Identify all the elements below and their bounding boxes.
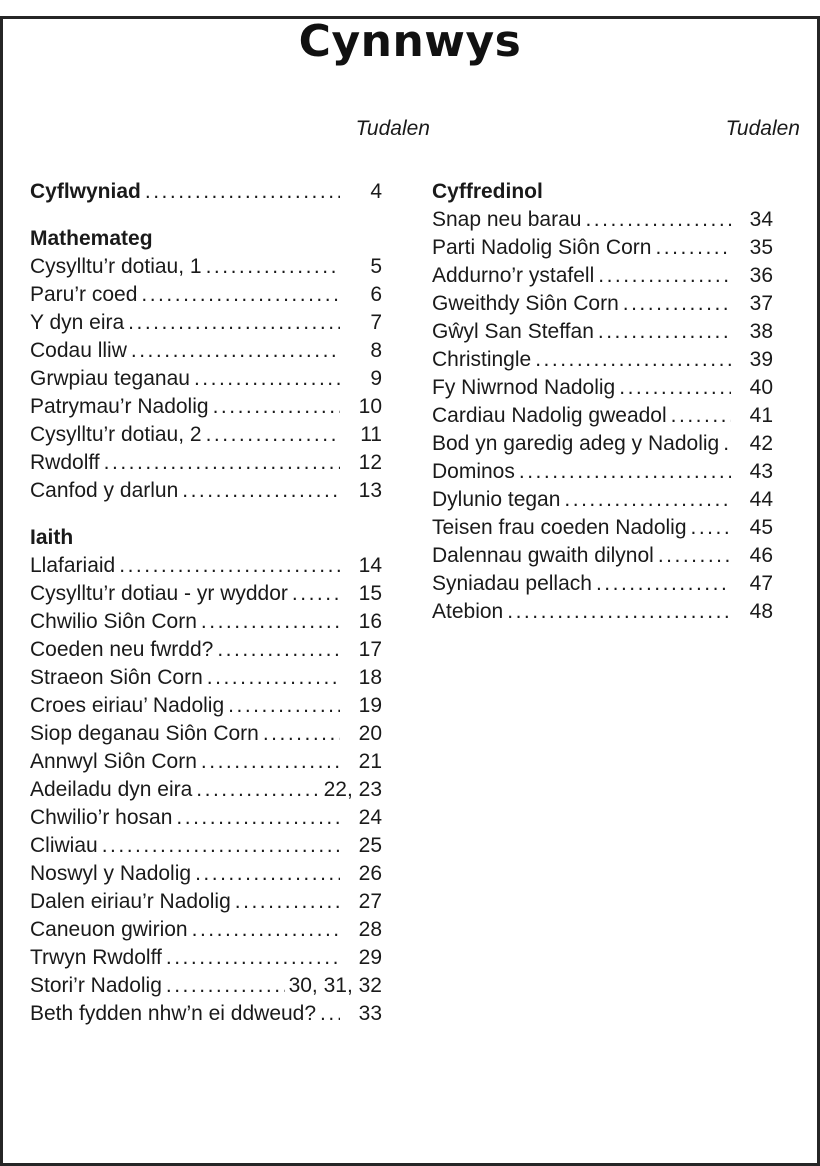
toc-entry-page: 30, 31, 32	[288, 973, 382, 997]
toc-entry-label: Rwdolff	[30, 450, 100, 474]
toc-entry	[432, 346, 773, 374]
toc-entry	[30, 720, 382, 748]
toc-entry-label: Siop deganau Siôn Corn	[30, 721, 259, 745]
toc-entry	[30, 860, 382, 888]
toc-entry-label: Fy Niwrnod Nadolig	[432, 375, 616, 399]
toc-entry-page: 13	[358, 478, 382, 502]
toc-entry-label: Dalennau gwaith dilynol	[432, 543, 654, 567]
toc-entry-label: Canfod y darlun	[30, 478, 179, 502]
dot-leader	[206, 253, 340, 281]
toc-entry	[30, 692, 382, 720]
toc-entry-label: Parti Nadolig Siôn Corn	[432, 235, 652, 259]
toc-entry	[30, 393, 382, 421]
toc-column-right	[432, 115, 800, 1028]
toc-entry-page: 22, 23	[323, 777, 382, 801]
dot-leader	[671, 402, 731, 430]
toc-entry	[30, 337, 382, 365]
toc-entry	[30, 477, 382, 505]
toc-entry	[30, 972, 382, 1000]
toc-entry	[30, 309, 382, 337]
toc-section-cyffredinol	[432, 178, 773, 626]
toc-column-left	[30, 115, 430, 1028]
toc-entry-page: 15	[358, 581, 382, 605]
toc-entry-label: Dalen eiriau’r Nadolig	[30, 889, 231, 913]
dot-leader	[723, 430, 731, 458]
toc-entry-page: 26	[358, 861, 382, 885]
toc-entry-label: Gŵyl San Steffan	[432, 319, 594, 343]
section-heading: Cyffredinol	[432, 179, 543, 203]
toc-entry	[30, 608, 382, 636]
toc-entry-page: 14	[358, 553, 382, 577]
toc-entry-label: Coeden neu fwrdd?	[30, 637, 214, 661]
column-header-tudalen-left: Tudalen	[355, 116, 430, 140]
toc-entry-label: Cyflwyniad	[30, 179, 141, 203]
toc-entry-label: Patrymau’r Nadolig	[30, 394, 209, 418]
dot-leader	[196, 776, 319, 804]
toc-entry	[432, 570, 773, 598]
toc-entry	[432, 290, 773, 318]
dot-leader	[598, 262, 731, 290]
dot-leader	[201, 748, 340, 776]
toc-entry-page: 45	[749, 515, 773, 539]
toc-entry	[30, 552, 382, 580]
toc-rows-right	[432, 178, 800, 626]
toc-section-intro	[30, 178, 382, 206]
dot-leader	[166, 972, 285, 1000]
toc-entry	[30, 449, 382, 477]
toc-entry-page: 17	[358, 637, 382, 661]
toc-entry-label: Croes eiriau’ Nadolig	[30, 693, 225, 717]
toc-entry	[432, 542, 773, 570]
section-heading: Iaith	[30, 525, 74, 549]
toc-entry	[30, 178, 382, 206]
toc-entry	[432, 486, 773, 514]
toc-entry-page: 25	[358, 833, 382, 857]
toc-rows-left	[30, 178, 430, 1028]
toc-entry-label: Y dyn eira	[30, 310, 125, 334]
dot-leader	[564, 486, 731, 514]
toc-entry	[30, 944, 382, 972]
dot-leader	[145, 178, 340, 206]
toc-entry	[30, 281, 382, 309]
dot-leader	[102, 832, 340, 860]
toc-entry	[30, 664, 382, 692]
toc-entry-page: 20	[358, 721, 382, 745]
toc-entry-page: 40	[749, 375, 773, 399]
toc-entry-page: 5	[370, 254, 382, 278]
dot-leader	[598, 318, 731, 346]
toc-entry-page: 8	[370, 338, 382, 362]
toc-entry-page: 36	[749, 263, 773, 287]
toc-entry-label: Atebion	[432, 599, 504, 623]
toc-entry-label: Bod yn garedig adeg y Nadolig	[432, 431, 720, 455]
dot-leader	[535, 346, 731, 374]
toc-entry	[30, 580, 382, 608]
toc-entry-label: Caneuon gwirion	[30, 917, 188, 941]
dot-leader	[585, 206, 731, 234]
toc-entry-page: 6	[370, 282, 382, 306]
toc-entry	[30, 1000, 382, 1028]
toc-entry	[30, 776, 382, 804]
toc-entry-page: 9	[370, 366, 382, 390]
toc-columns	[0, 115, 820, 1028]
toc-entry-page: 24	[358, 805, 382, 829]
toc-entry-label: Cysylltu’r dotiau - yr wyddor	[30, 581, 288, 605]
toc-entry-page: 12	[358, 450, 382, 474]
page-title: Cynnwys	[298, 16, 522, 67]
toc-entry-label: Dylunio tegan	[432, 487, 561, 511]
toc-entry-label: Teisen frau coeden Nadolig	[432, 515, 687, 539]
dot-leader	[519, 458, 731, 486]
dot-leader	[119, 552, 340, 580]
dot-leader	[228, 692, 340, 720]
toc-section-iaith	[30, 524, 382, 1028]
dot-leader	[182, 477, 340, 505]
dot-leader	[691, 514, 731, 542]
dot-leader	[619, 374, 731, 402]
toc-entry-page: 39	[749, 347, 773, 371]
toc-entry-label: Straeon Siôn Corn	[30, 665, 203, 689]
toc-entry-label: Addurno’r ystafell	[432, 263, 595, 287]
toc-entry-page: 18	[358, 665, 382, 689]
toc-entry-page: 43	[749, 459, 773, 483]
toc-entry-page: 29	[358, 945, 382, 969]
toc-entry-label: Cardiau Nadolig gweadol	[432, 403, 667, 427]
toc-section-mathemateg	[30, 225, 382, 505]
toc-entry	[30, 365, 382, 393]
dot-leader	[655, 234, 731, 262]
toc-entry-label: Beth fydden nhw’n ei ddweud?	[30, 1001, 317, 1025]
dot-leader	[166, 944, 340, 972]
dot-leader	[128, 309, 340, 337]
toc-entry-page: 42	[749, 431, 773, 455]
toc-entry-page: 34	[749, 207, 773, 231]
dot-leader	[206, 421, 340, 449]
toc-entry	[30, 636, 382, 664]
toc-entry-label: Cliwiau	[30, 833, 98, 857]
toc-entry-label: Chwilio’r hosan	[30, 805, 173, 829]
dot-leader	[263, 720, 340, 748]
toc-entry	[432, 318, 773, 346]
toc-entry-page: 27	[358, 889, 382, 913]
toc-entry-label: Llafariaid	[30, 553, 116, 577]
toc-entry-page: 16	[358, 609, 382, 633]
toc-entry	[432, 598, 773, 626]
dot-leader	[194, 365, 340, 393]
dot-leader	[176, 804, 340, 832]
toc-entry-label: Noswyl y Nadolig	[30, 861, 192, 885]
dot-leader	[235, 888, 340, 916]
dot-leader	[192, 916, 340, 944]
toc-entry	[432, 514, 773, 542]
dot-leader	[131, 337, 340, 365]
toc-entry-label: Cysylltu’r dotiau, 1	[30, 254, 202, 278]
toc-entry-page: 47	[749, 571, 773, 595]
dot-leader	[217, 636, 340, 664]
toc-entry-page: 4	[370, 179, 382, 203]
toc-entry-label: Syniadau pellach	[432, 571, 592, 595]
toc-entry-page: 44	[749, 487, 773, 511]
toc-entry	[432, 374, 773, 402]
toc-entry-label: Dominos	[432, 459, 515, 483]
dot-leader	[195, 860, 340, 888]
dot-leader	[104, 449, 340, 477]
toc-entry	[432, 262, 773, 290]
toc-entry	[30, 804, 382, 832]
toc-entry-page: 21	[358, 749, 382, 773]
toc-entry	[432, 206, 773, 234]
toc-entry-label: Codau lliw	[30, 338, 127, 362]
toc-entry-label: Grwpiau teganau	[30, 366, 190, 390]
toc-entry-label: Cysylltu’r dotiau, 2	[30, 422, 202, 446]
toc-entry	[432, 430, 773, 458]
toc-entry	[432, 234, 773, 262]
toc-entry-page: 46	[749, 543, 773, 567]
toc-entry-page: 28	[358, 917, 382, 941]
dot-leader	[292, 580, 340, 608]
toc-entry-label: Christingle	[432, 347, 532, 371]
toc-entry-page: 19	[358, 693, 382, 717]
toc-entry-page: 11	[360, 422, 382, 446]
toc-entry-label: Trwyn Rwdolff	[30, 945, 162, 969]
toc-entry	[30, 748, 382, 776]
toc-entry-label: Stori’r Nadolig	[30, 973, 162, 997]
toc-entry-page: 10	[358, 394, 382, 418]
dot-leader	[320, 1000, 340, 1028]
toc-entry	[30, 888, 382, 916]
toc-entry	[30, 253, 382, 281]
dot-leader	[201, 608, 340, 636]
toc-entry-label: Adeiladu dyn eira	[30, 777, 193, 801]
dot-leader	[658, 542, 731, 570]
dot-leader	[507, 598, 731, 626]
toc-entry-page: 33	[358, 1001, 382, 1025]
toc-entry-page: 41	[749, 403, 773, 427]
column-header-tudalen-right: Tudalen	[725, 116, 800, 140]
toc-entry-page: 35	[749, 235, 773, 259]
dot-leader	[623, 290, 731, 318]
toc-entry-label: Paru’r coed	[30, 282, 138, 306]
toc-entry-label: Chwilio Siôn Corn	[30, 609, 197, 633]
toc-entry-page: 7	[370, 310, 382, 334]
toc-entry	[30, 832, 382, 860]
toc-entry	[30, 421, 382, 449]
toc-entry	[432, 402, 773, 430]
toc-entry-label: Gweithdy Siôn Corn	[432, 291, 619, 315]
toc-entry-page: 37	[749, 291, 773, 315]
toc-entry	[30, 916, 382, 944]
dot-leader	[596, 570, 731, 598]
dot-leader	[207, 664, 340, 692]
dot-leader	[141, 281, 340, 309]
section-heading: Mathemateg	[30, 226, 153, 250]
toc-entry-label: Snap neu barau	[432, 207, 582, 231]
toc-entry-page: 38	[749, 319, 773, 343]
dot-leader	[213, 393, 340, 421]
toc-entry-label: Annwyl Siôn Corn	[30, 749, 197, 773]
toc-entry	[432, 458, 773, 486]
toc-entry-page: 48	[749, 599, 773, 623]
